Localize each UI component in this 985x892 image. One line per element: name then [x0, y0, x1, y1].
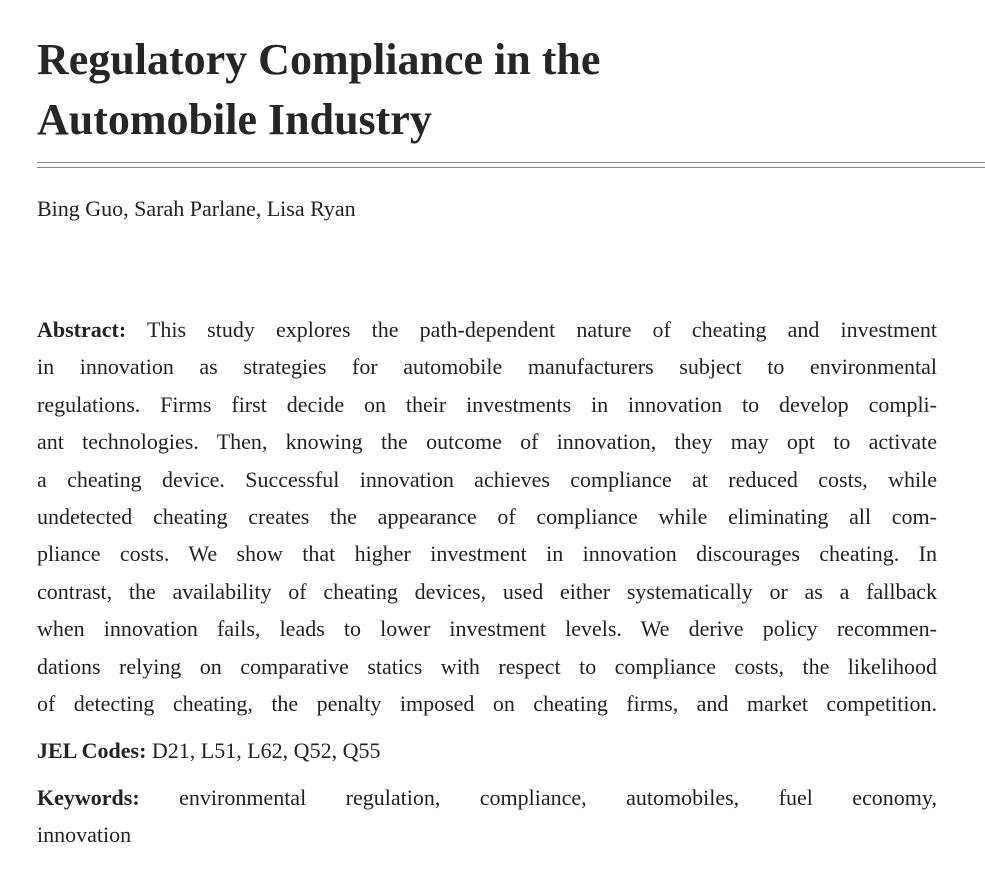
- abstract-line: when innovation fails, leads to lower investment levels. We derive policy recommen-: [37, 616, 937, 642]
- abstract-line: undetected cheating creates the appearance of compliance while eliminating all com-: [37, 503, 937, 529]
- keywords-section: [37, 780, 937, 855]
- abstract-line: contrast, the availability of cheating devices, used either systematically or as a fallback: [37, 578, 937, 604]
- abstract-line: regulations. Firms first decide on their investments in innovation to develop compli-: [37, 391, 937, 417]
- keywords-text: environmental regulation, compliance, automobiles, fuel economy,: [179, 785, 937, 810]
- title-line-1: Regulatory Compliance in the: [37, 35, 601, 84]
- abstract-section: [37, 311, 937, 722]
- abstract-line: a cheating device. Successful innovation achieves compliance at reduced costs, while: [37, 466, 937, 492]
- abstract-label: Abstract:: [37, 317, 127, 342]
- abstract-line: of detecting cheating, the penalty imposed on cheating firms, and market competition.: [37, 690, 937, 716]
- abstract-line: [37, 311, 937, 348]
- abstract-line: in innovation as strategies for automobile manufacturers subject to environmental: [37, 354, 937, 380]
- keywords-label: Keywords:: [37, 785, 140, 810]
- jel-label: JEL Codes:: [37, 738, 147, 763]
- abstract-line: dations relying on comparative statics with respect to compliance costs, the likelihood: [37, 653, 937, 679]
- paper-title: [37, 30, 937, 150]
- title-line-2: Automobile Industry: [37, 95, 432, 144]
- abstract-text: This study explores the path-dependent nature of cheating and investment: [146, 317, 937, 342]
- jel-value: D21, L51, L62, Q52, Q55: [151, 738, 381, 763]
- jel-codes: [37, 733, 380, 769]
- title-rule-bottom: [37, 167, 985, 168]
- keywords-line: innovation: [37, 822, 132, 848]
- author-list: Bing Guo, Sarah Parlane, Lisa Ryan: [37, 196, 356, 221]
- title-rule-top: [37, 162, 985, 163]
- abstract-line: ant technologies. Then, knowing the outcome of innovation, they may opt to activate: [37, 429, 937, 455]
- keywords-line: [37, 780, 937, 817]
- abstract-line: pliance costs. We show that higher investment in innovation discourages cheating. In: [37, 541, 937, 567]
